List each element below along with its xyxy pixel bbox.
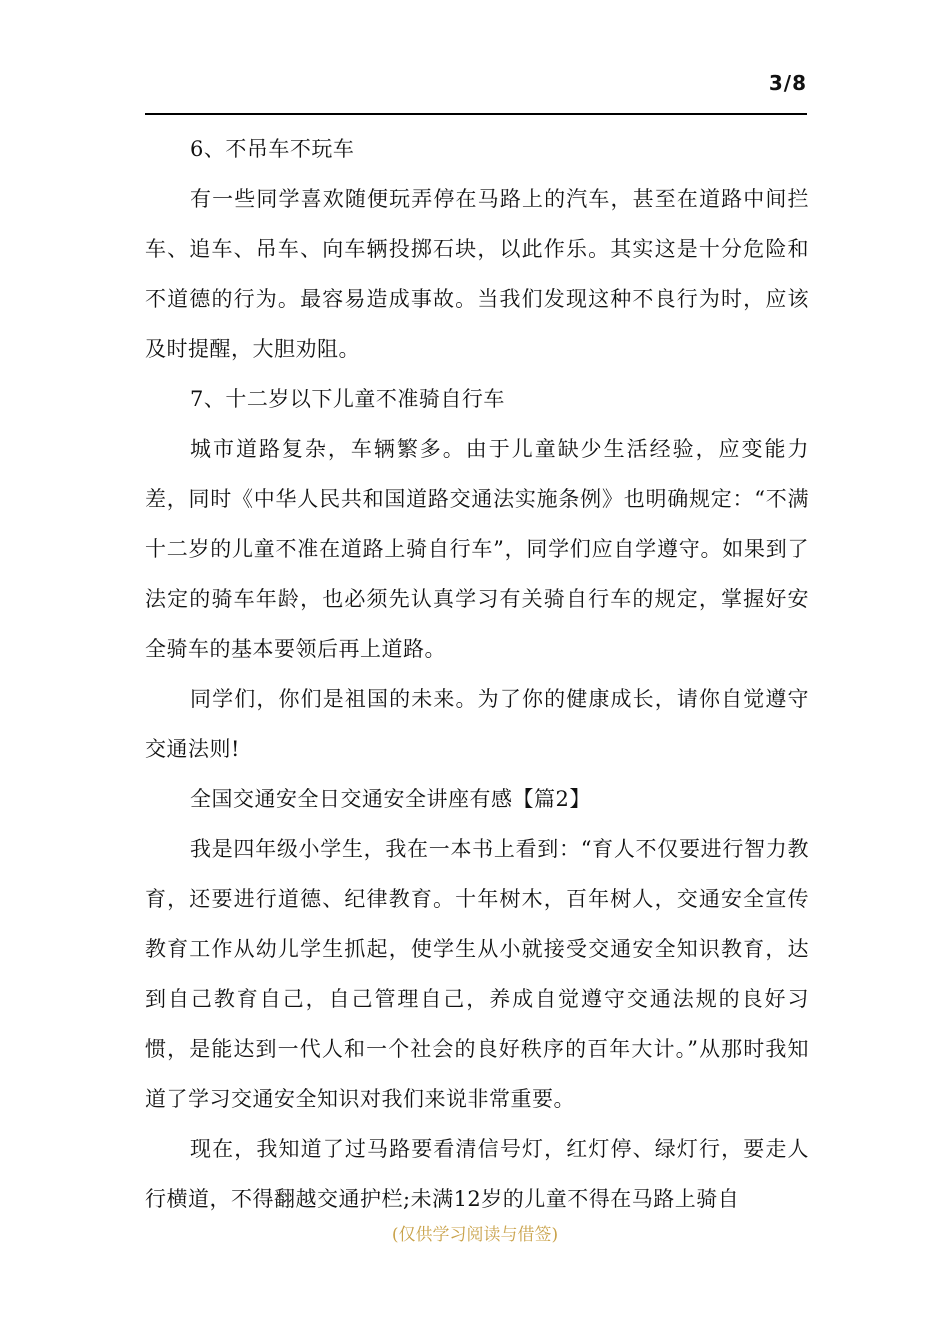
section-heading-6: 6、不吊车不玩车 (190, 137, 355, 161)
section-heading-7: 7、十二岁以下儿童不准骑自行车 (190, 387, 505, 411)
essay-title: 全国交通安全日交通安全讲座有感【篇2】 (190, 787, 591, 811)
page-number: 3/8 (768, 71, 807, 95)
paragraph-closing-appeal: 同学们，你们是祖国的未来。为了你的健康成长，请你自觉遵守交通法则! (145, 687, 809, 761)
paragraph-children-cycling-rule: 城市道路复杂，车辆繁多。由于儿童缺少生活经验，应变能力差，同时《中华人民共和国道路交通法实施条例》也明确规定：“不满十二岁的儿童不准在道路上骑自行车”，同学们应自学遵守。如果到了法定的骑车年龄，也必须先认真学习有关骑自行车的规定，掌握好安全骑车的基本要领后再上道路。 (145, 437, 809, 661)
paragraph-essay-intro: 我是四年级小学生，我在一本书上看到：“育人不仅要进行智力教育，还要进行道德、纪律教育。十年树木，百年树人，交通安全宣传教育工作从幼儿学生抓起，使学生从小就接受交通安全知识教育，达到自己教育自己，自己管理自己，养成自觉遵守交通法规的良好习惯，是能达到一代人和一个社会的良好秩序的百年大计。”从那时我知道了学习交通安全知识对我们来说非常重要。 (145, 837, 809, 1111)
paragraph-essay-continued: 现在，我知道了过马路要看清信号灯，红灯停、绿灯行，要走人行横道，不得翻越交通护栏;未满12岁的儿童不得在马路上骑自 (145, 1137, 809, 1211)
header-rule (145, 113, 807, 115)
paragraph-no-hanging-on-cars: 有一些同学喜欢随便玩弄停在马路上的汽车，甚至在道路中间拦车、追车、吊车、向车辆投掷石块，以此作乐。其实这是十分危险和不道德的行为。最容易造成事故。当我们发现这种不良行为时，应该及时提醒，大胆劝阻。 (145, 187, 809, 361)
footer-note: (仅供学习阅读与借签) (391, 1225, 559, 1245)
document-body (145, 124, 809, 1224)
